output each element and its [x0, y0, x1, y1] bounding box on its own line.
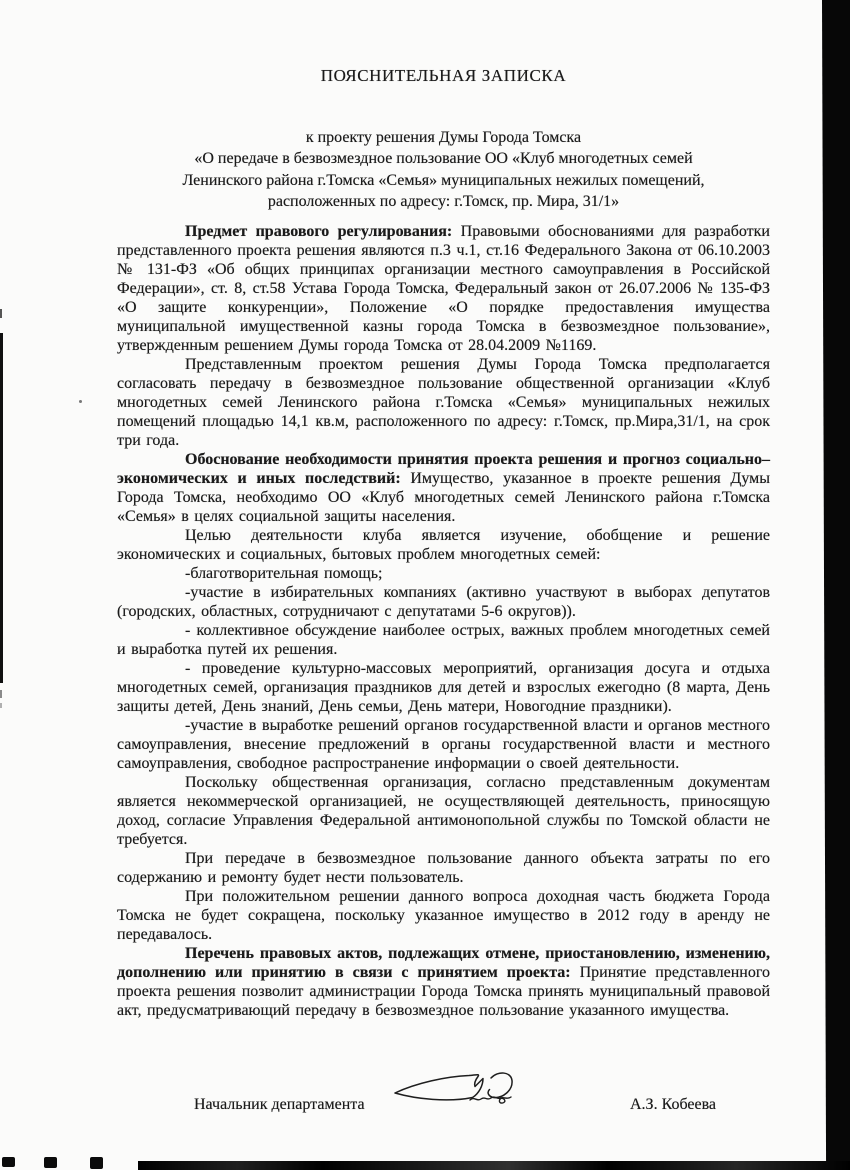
subtitle-line: расположенных по адресу: г.Томск, пр. Мира, 31/1» [267, 192, 620, 210]
scan-speck [79, 400, 82, 403]
scan-left-line [0, 333, 3, 683]
subtitle-line: к проекту решения Думы Города Томска [305, 129, 582, 146]
document-title: ПОЯСНИТЕЛЬНАЯ ЗАПИСКА [320, 66, 567, 85]
paragraph-lead: Обоснование необходимости принятия проекта решения и прогноз социально–экономических и иных последствий: [117, 451, 770, 488]
paragraph [117, 355, 770, 450]
paragraph-text: Поскольку общественная организация, согласно представленным документам является некоммерческой организацией, не осуществляющей деятельность, приносящую доход, согласие Управления Федеральной антимонопольной службы по Томской области не требуется. [117, 774, 770, 849]
paragraph [117, 849, 770, 887]
paragraph-text: - проведение культурно-массовых мероприятий, организация досуга и отдыха многодетных семей, организация праздников для детей и взрослых ежегодно (8 марта, День защиты детей, День знаний, День семьи, День матери, Новогодние праздники). [117, 660, 770, 716]
paragraph-lead: Предмет правового регулирования: [185, 223, 453, 241]
scan-mark [44, 1157, 57, 1168]
signature-role-label: Начальник департамента [194, 1096, 365, 1113]
paragraph-text: - коллективное обсуждение наиболее острых, важных проблем многодетных семей и выработка путей их решения. [117, 622, 770, 659]
paragraph [117, 450, 770, 526]
paragraph [117, 773, 770, 849]
subtitle-line: Ленинского района г.Томска «Семья» муниципальных нежилых помещений, [182, 171, 705, 189]
paragraph [117, 583, 770, 621]
paragraph-text: Принятие представленного проекта решения позволит администрации Города Томска принять муниципальный правовой акт, предусматривающий передачу в безвозмездное пользование указанного имущества. [117, 964, 770, 1020]
paragraph-text: Правовыми обоснованиями для разработки представленного проекта решения являются п.3 ч.1, ст.16 Федерального Закона от 06.10.2003 № 131-ФЗ «Об общих принципах организации местного самоуправления в Российской Федерации», ст. 8, ст.58 Устава Города Томска, Федеральный закон от 26.07.2006 № 135-ФЗ «О защите конкуренции», Положение «О порядке предоставления имущества муниципальной имущественной казны города Томска в безвозмездное пользование», утвержденным решением Думы города Томска от 28.04.2009 №1169. [117, 223, 770, 355]
paragraph [117, 944, 770, 1020]
paragraph-text: При положительном решении данного вопроса доходная часть бюджета Города Томска не будет сокращена, поскольку указанное имущество в 2012 году в аренду не передавалось. [117, 888, 770, 944]
paragraph [117, 621, 770, 659]
paragraph-text: При передаче в безвозмездное пользование данного объекта затраты по его содержанию и ремонту будет нести пользователь. [117, 850, 770, 887]
subtitle-line: «О передаче в безвозмездное пользование ОО «Клуб многодетных семей [194, 150, 693, 168]
paragraph [117, 716, 770, 773]
paragraph [117, 526, 770, 564]
document-text [117, 222, 770, 1020]
document-subtitle [117, 127, 770, 212]
scan-left-fade [0, 690, 2, 698]
paragraph [117, 564, 770, 583]
signature-scribble-icon [390, 1068, 522, 1114]
scan-edge-bottom [138, 1161, 850, 1170]
paragraph-text: Целью деятельности клуба является изучение, обобщение и решение экономических и социальных, бытовых проблем многодетных семей: [117, 527, 770, 564]
scan-edge-right [822, 0, 850, 1170]
paragraph [117, 222, 770, 355]
paragraph-lead: Перечень правовых актов, подлежащих отмене, приостановлению, изменению, дополнению или принятию в связи с принятием проекта: [117, 945, 770, 982]
paragraph-text: Представленным проектом решения Думы Города Томска предполагается согласовать передачу в безвозмездное пользование общественной организации «Клуб многодетных семей Ленинского района г.Томска «Семья» муниципальных нежилых помещений площадью 14,1 кв.м, расположенного по адресу: г.Томск, пр.Мира,31/1, на срок три года. [117, 356, 770, 450]
paragraph-text: Имущество, указанное в проекте решения Думы Города Томска, необходимо ОО «Клуб многодетных семей Ленинского района г.Томска «Семья» в целях социальной защиты населения. [117, 470, 771, 526]
document-body [117, 0, 770, 1020]
paragraph-text: -благотворительная помощь; [185, 565, 383, 583]
scan-mark [2, 1157, 15, 1167]
scan-mark [90, 1157, 103, 1169]
scan-left-fade [0, 703, 2, 708]
paragraph [117, 659, 770, 716]
signature-name: А.З. Кобеева [630, 1096, 717, 1113]
scan-left-tick [0, 309, 2, 318]
paragraph-text: -участие в выработке решений органов государственной власти и органов местного самоуправления, внесение предложений в органы государственной власти и местного самоуправления, свободное распространение информации о своей деятельности. [117, 717, 770, 773]
paragraph [117, 887, 770, 944]
paragraph-text: -участие в избирательных компаниях (активно участвуют в выборах депутатов (городских, областных, сотрудничают с депутатами 5-6 округов)). [117, 584, 770, 621]
